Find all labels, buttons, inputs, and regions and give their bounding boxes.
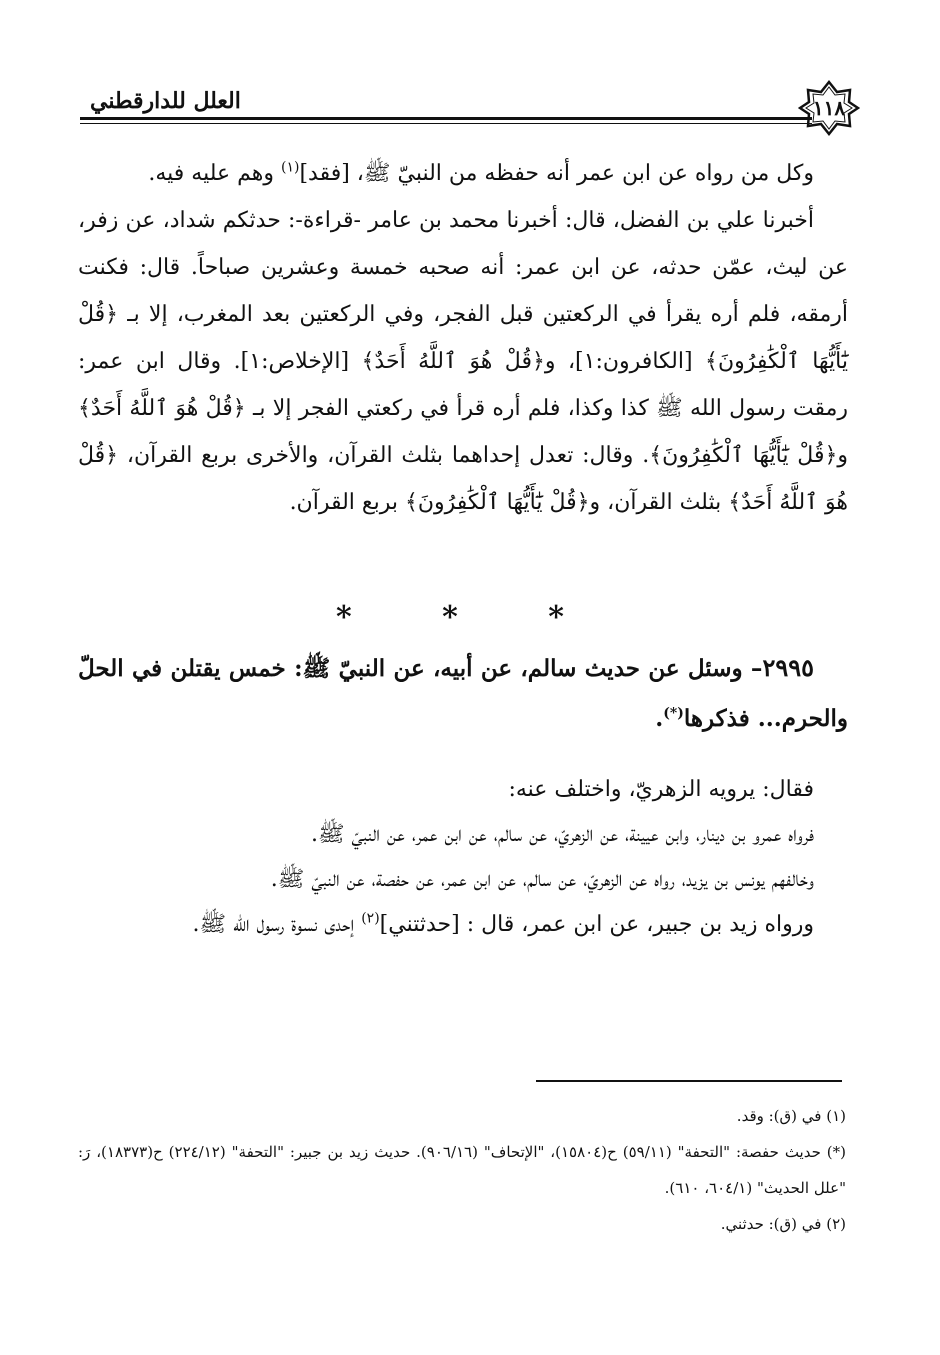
paragraph-text: ورواه زيد بن جبير، عن ابن عمر، قال : [حدثتني] — [379, 912, 814, 937]
entry-heading — [78, 643, 848, 744]
header-rule-thin — [80, 123, 812, 124]
running-title: العلل للدارقطني — [90, 88, 241, 114]
paragraph: أخبرنا علي بن الفضل، قال: أخبرنا محمد بن عامر -قراءة-: حدثكم شداد، عن زفر، عن ليث، عمّن حدثه، عن ابن عمر: أنه صحبه خمسة وعشرين صباحاً. قال: فكنت أرمقه، فلم أره يقرأ في الركعتين قبل الفجر، وفي الركعتين بعد المغرب، إلا بـ ﴿قُلْ يَٰٓأَيُّهَا ٱلْكَٰفِرُونَ﴾ [الكافرون:١]، و﴿قُلْ هُوَ ٱللَّهُ أَحَدٌ﴾ [الإخلاص:١]. وقال ابن عمر: رمقت رسول الله ﷺ كذا وكذا، فلم أره قرأ في ركعتي الفجر إلا بـ ﴿قُلْ هُوَ ٱللَّهُ أَحَدٌ﴾ و﴿قُلْ يَٰٓأَيُّهَا ٱلْكَٰفِرُونَ﴾. وقال: تعدل إحداهما بثلث القرآن، والأخرى بربع القرآن، ﴿قُلْ هُوَ ٱللَّهُ أَحَدٌ﴾ بثلث القرآن، و﴿قُلْ يَٰٓأَيُّهَا ٱلْكَٰفِرُونَ﴾ بربع القرآن. — [78, 208, 849, 515]
paragraph-text: وهم عليه فيه. — [148, 161, 281, 186]
paragraph: فقال: يرويه الزهريّ، واختلف عنه: — [508, 777, 814, 802]
entry-text: – وسئل عن حديث سالم، عن أبيه، عن النبيّ ﷺ: خمس يقتلن في الحلّ والحرم... فذكرها — [78, 655, 848, 732]
header-rule-thick — [80, 117, 812, 120]
section-separator: * * * — [336, 600, 604, 635]
footnote: (*) حديث حفصة: "التحفة" (٥٩/١١) ح(١٥٨٠٤)، "الإتحاف" (٩٠٦/١٦). حديث زيد بن جبير: "التحفة" (٢٢٤/١٢) ح(١٨٣٧٣)، رَ: "علل الحديث" (٦٠٤/١، ٦١٠). — [78, 1143, 846, 1197]
footnotes — [78, 1098, 846, 1242]
footnote-rule — [536, 1080, 842, 1082]
paragraph-text: وكل من رواه عن ابن عمر أنه حفظه من النبيّ ﷺ، [فقد] — [299, 161, 814, 186]
footnote: (١) في (ق): وقد. — [736, 1107, 846, 1125]
footnote-marker-2: (٢) — [361, 910, 380, 927]
paragraph — [78, 150, 848, 197]
entry-end: . — [655, 705, 664, 732]
footnote-marker-1: (١) — [280, 159, 300, 176]
paragraph: وخالفهم يونس بن يزيد، رواه عن الزهريّ، عن سالم، عن ابن عمر، عن حفصة، عن النبيّ ﷺ. — [270, 867, 814, 892]
paragraph — [78, 902, 848, 947]
page-number: ١١٨ — [812, 96, 846, 120]
paragraph: فرواه عمرو بن دينار، وابن عيينة، عن الزهريّ، عن سالم، عن ابن عمر، عن النبيّ ﷺ. — [310, 822, 814, 847]
footnote-marker-star: (*) — [663, 705, 684, 722]
page-number-badge — [798, 80, 860, 136]
paragraph-text: إحدى نسوة رسول الله ﷺ. — [192, 912, 362, 937]
entry-paragraph — [78, 643, 848, 744]
main-text-bottom — [78, 767, 848, 947]
footnote: (٢) في (ق): حدثني. — [720, 1215, 846, 1233]
entry-number: ٢٩٩٥ — [762, 653, 814, 682]
main-text-top — [78, 150, 848, 526]
